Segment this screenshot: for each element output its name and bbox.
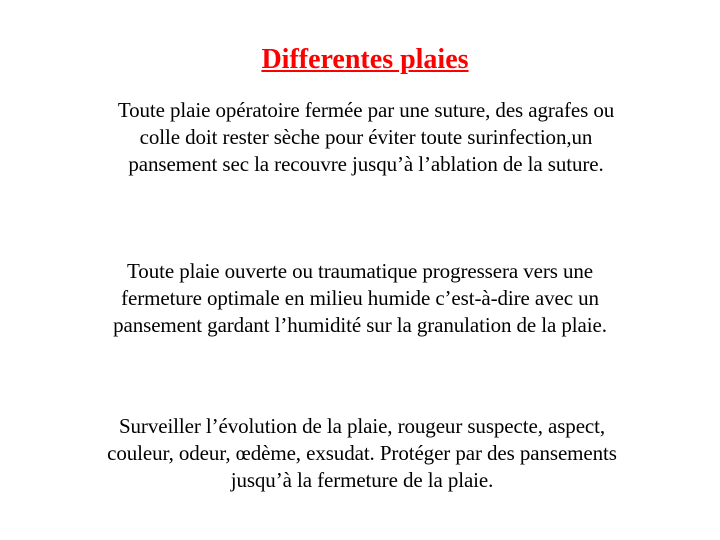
paragraph-monitoring: Surveiller l’évolution de la plaie, rougeur suspecte, aspect, couleur, odeur, œdème, exsudat. Protéger par des pansements jusqu’à la fermeture de la plaie.: [107, 414, 617, 492]
paragraph-closed-wound: Toute plaie opératoire fermée par une suture, des agrafes ou colle doit rester sèche pour éviter toute surinfection,un pansement sec la recouvre jusqu’à l’ablation de la suture.: [117, 98, 615, 176]
paragraph-open-wound: Toute plaie ouverte ou traumatique progressera vers une fermeture optimale en milieu humide c’est-à-dire avec un pansement gardant l’humidité sur la granulation de la plaie.: [113, 259, 607, 337]
slide-title: Differentes plaies: [261, 44, 469, 75]
